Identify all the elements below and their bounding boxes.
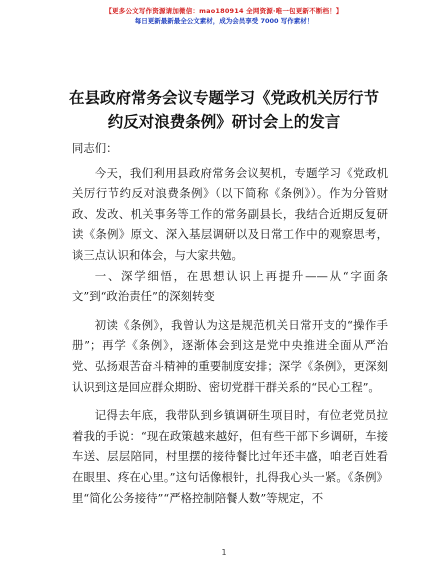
greeting: 同志们： xyxy=(72,141,118,155)
body-paragraph: 初读《条例》，我曾认为这是规范机关日常开支的“操作手册”；再学《条例》，逐渐体会到这是党中央推进全面从严治党、弘扬艰苦奋斗精神的重要制度安排；深学《条例》，更深刻认识到这是回应群众期盼、密切党群干群关系的“民心工程”。 xyxy=(72,317,388,394)
document-title xyxy=(62,86,386,134)
section-heading-1: 一、深学细悟，在思想认识上再提升——从“字面条文”到“政治责任”的深刻转变 xyxy=(72,268,388,304)
document-body xyxy=(72,138,388,508)
banner-line-2: 每日更新最新最全公文素材，成为会员享受 7000 写作素材！ xyxy=(134,17,314,25)
page-number: 1 xyxy=(221,548,227,557)
intro-paragraph: 今天，我们利用县政府常务会议契机，专题学习《党政机关厉行节约反对浪费条例》（以下简称《条例》）。作为分管财政、发改、机关事务等工作的常务副县长，我结合近期反复研读《条例》原文、深入基层调研以及日常工作中的观察思考，谈三点认识和体会，与大家共勉。 xyxy=(72,165,388,262)
promo-banner xyxy=(0,6,448,26)
title-line-2: 约反对浪费条例》研讨会上的发言 xyxy=(107,113,341,131)
banner-line-1: 【更多公文写作资源请加微信：mao180914 全网资源·唯一包更新不断档！】 xyxy=(105,7,343,15)
title-line-1: 在县政府常务会议专题学习《党政机关厉行节 xyxy=(68,89,379,107)
body-paragraph: 记得去年底，我带队到乡镇调研生项目时，有位老党员拉着我的手说：“现在政策越来越好，但有些干部下乡调研，车接车送、层层陪同，村里摆的接待餐比过年还丰盛，咱老百姓看在眼里、疼在心里。”这句话像根针，扎得我心头一紧。《条例》里“简化公务接待”“严格控制陪餐人数”等规定，不 xyxy=(72,408,388,505)
